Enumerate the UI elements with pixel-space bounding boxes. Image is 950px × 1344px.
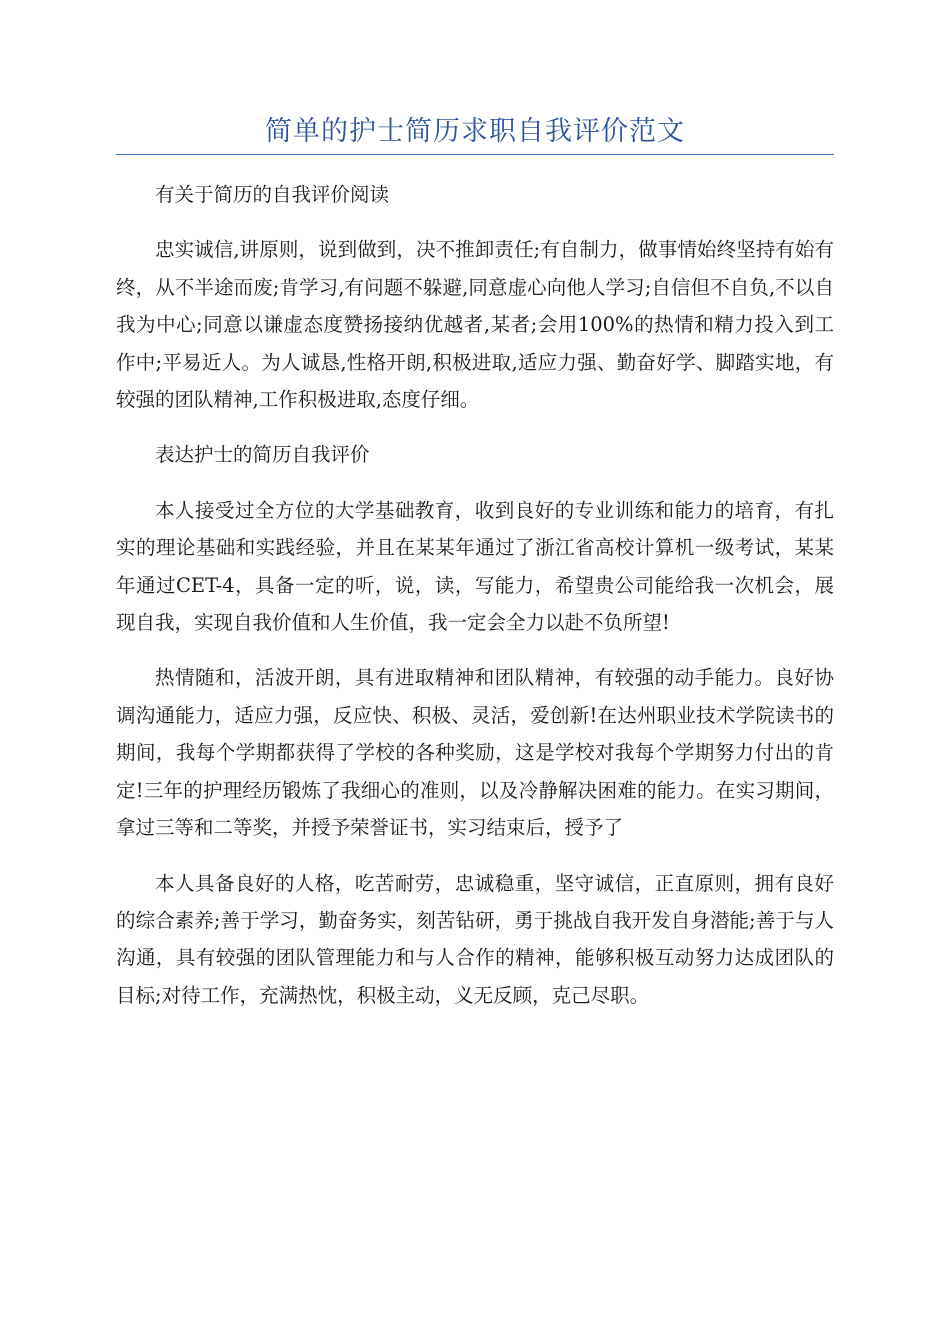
- paragraph-self-evaluation-3: 热情随和，活波开朗，具有进取精神和团队精神，有较强的动手能力。良好协调沟通能力，适应力强，反应快、积极、灵活，爱创新!在达州职业技术学院读书的期间，我每个学期都获得了学校的各种奖励，这是学校对我每个学期努力付出的肯定!三年的护理经历锻炼了我细心的准则，以及冷静解决困难的能力。在实习期间，拿过三等和二等奖，并授予荣誉证书，实习结束后，授予了: [116, 666, 834, 840]
- document-title: 简单的护士简历求职自我评价范文: [265, 116, 685, 147]
- paragraph-self-evaluation-2: 本人接受过全方位的大学基础教育，收到良好的专业训练和能力的培育，有扎实的理论基础和实践经验，并且在某某年通过了浙江省高校计算机一级考试，某某年通过CET-4，具备一定的听，说，读，写能力，希望贵公司能给我一次机会，展现自我，实现自我价值和人生价值，我一定会全力以赴不负所望!: [116, 498, 834, 635]
- paragraph-heading-reading: 有关于简历的自我评价阅读: [155, 183, 390, 206]
- paragraph-heading-nurse: 表达护士的简历自我评价: [155, 443, 370, 467]
- document-body: [116, 176, 834, 1032]
- title-underline: [116, 154, 834, 155]
- paragraph-self-evaluation-1: 忠实诚信,讲原则，说到做到，决不推卸责任;有自制力，做事情始终坚持有始有终，从不半途而废;肯学习,有问题不躲避,同意虚心向他人学习;自信但不自负,不以自我为中心;同意以谦虚态度赞扬接纳优越者,某者;会用100%的热情和精力投入到工作中;平易近人。为人诚恳,性格开朗,积极进取,适应力强、勤奋好学、脚踏实地，有较强的团队精神,工作积极进取,态度仔细。: [116, 238, 834, 412]
- paragraph-self-evaluation-4: 本人具备良好的人格，吃苦耐劳，忠诚稳重，坚守诚信，正直原则，拥有良好的综合素养;善于学习，勤奋务实，刻苦钻研，勇于挑战自我开发自身潜能;善于与人沟通，具有较强的团队管理能力和与人合作的精神，能够积极互动努力达成团队的目标;对待工作，充满热忱，积极主动，义无反顾，克己尽职。: [116, 871, 834, 1007]
